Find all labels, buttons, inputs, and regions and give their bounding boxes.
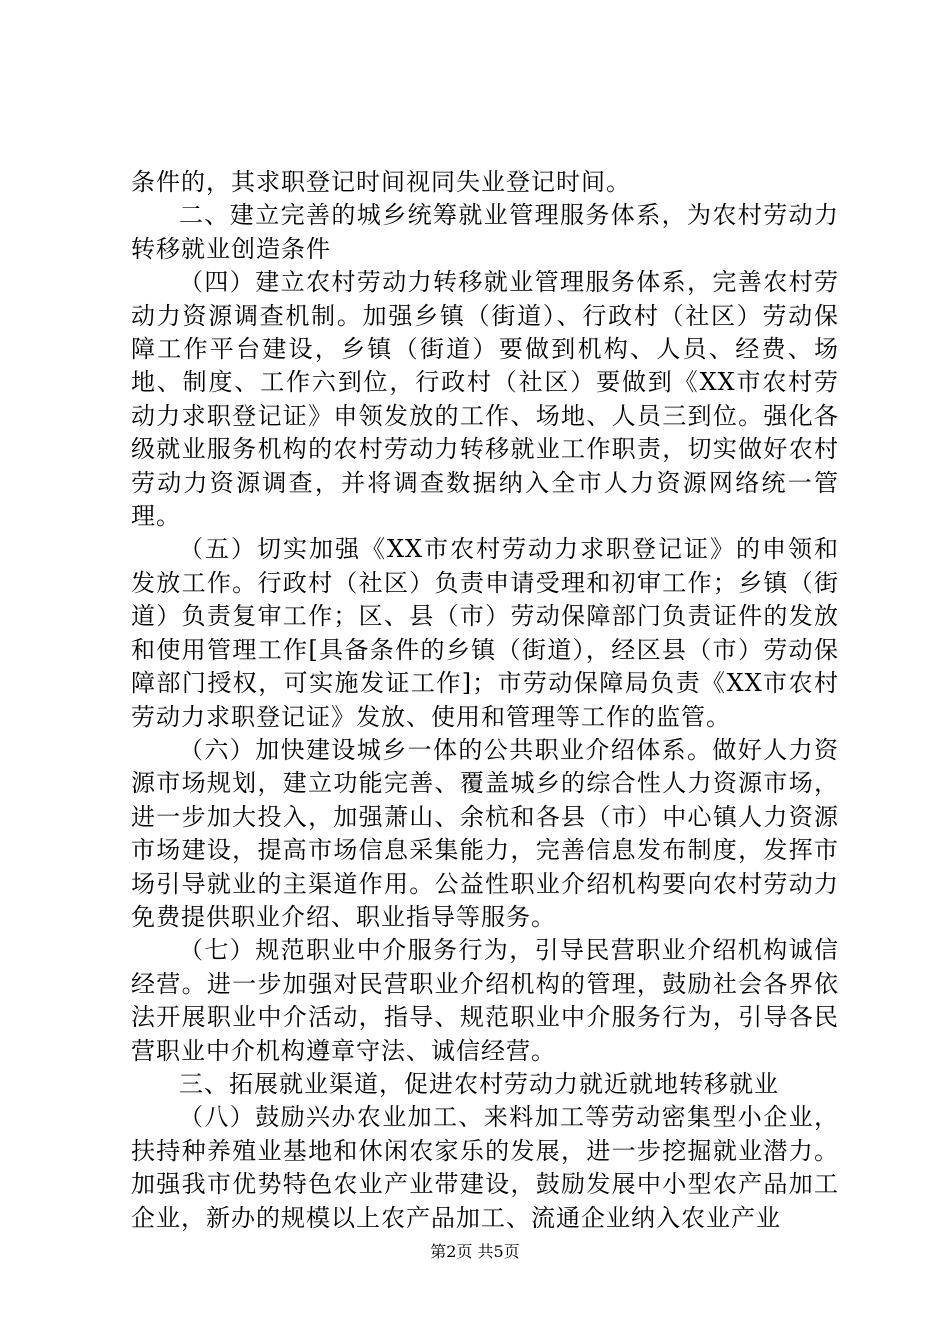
paragraph-item-5: （五）切实加强《XX市农村劳动力求职登记证》的申领和发放工作。行政村（社区）负责申请受理和初审工作；乡镇（街道）负责复审工作；区、县（市）劳动保障部门负责证件的发放和使用管理工作[具备条件的乡镇（街道），经区县（市）劳动保障部门授权，可实施发证工作]；市劳动保障局负责《XX市农村劳动力求职登记证》发放、使用和管理等工作的监管。	[131, 535, 839, 731]
paragraph-item-8: （八）鼓励兴办农业加工、来料加工等劳动密集型小企业，扶持种养殖业基地和休闲农家乐的发展，进一步挖掘就业潜力。加强我市优势特色农业产业带建设，鼓励发展中小型农产品加工企业，新办的规模以上农产品加工、流通企业纳入农业产业	[131, 1103, 839, 1232]
section-heading-3: 三、拓展就业渠道，促进农村劳动力就近就地转移就业	[179, 1069, 779, 1098]
paragraph-item-7: （七）规范职业中介服务行为，引导民营职业介绍机构诚信经营。进一步加强对民营职业介绍机构的管理，鼓励社会各界依法开展职业中介活动，指导、规范职业中介服务行为，引导各民营职业中介机构遵章守法、诚信经营。	[131, 936, 839, 1065]
document-body	[131, 166, 839, 1235]
paragraph-1: 条件的，其求职登记时间视同失业登记时间。	[131, 168, 631, 196]
page-footer: 第2页 共5页	[430, 1242, 520, 1261]
section-heading-2: 二、建立完善的城乡统筹就业管理服务体系，为农村劳动力转移就业创造条件	[131, 201, 839, 263]
paragraph-item-4: （四）建立农村劳动力转移就业管理服务体系，完善农村劳动力资源调查机制。加强乡镇（街道）、行政村（社区）劳动保障工作平台建设，乡镇（街道）要做到机构、人员、经费、场地、制度、工作六到位，行政村（社区）要做到《XX市农村劳动力求职登记证》申领发放的工作、场地、人员三到位。强化各级就业服务机构的农村劳动力转移就业工作职责，切实做好农村劳动力资源调查，并将调查数据纳入全市人力资源网络统一管理。	[131, 268, 839, 531]
paragraph-item-6: （六）加快建设城乡一体的公共职业介绍体系。做好人力资源市场规划，建立功能完善、覆盖城乡的综合性人力资源市场，进一步加大投入，加强萧山、余杭和各县（市）中心镇人力资源市场建设，提高市场信息采集能力，完善信息发布制度，发挥市场引导就业的主渠道作用。公益性职业介绍机构要向农村劳动力免费提供职业介绍、职业指导等服务。	[131, 735, 839, 931]
